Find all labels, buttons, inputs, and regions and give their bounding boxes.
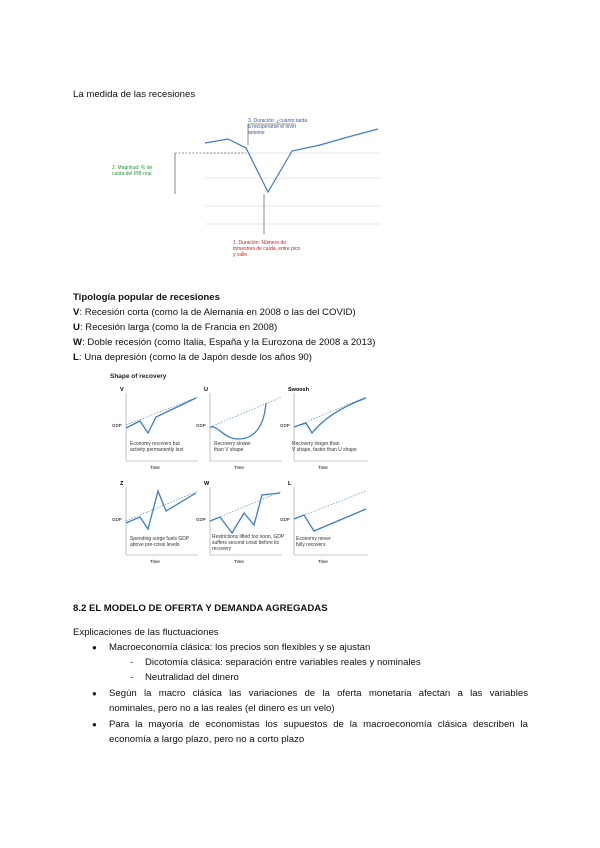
gdp-line [205,129,378,192]
section-subheading: Explicaciones de las fluctuaciones [73,627,219,638]
panel-caption: Recovery slower than V shape [214,441,251,453]
panel-z [112,477,200,569]
panel-u [196,383,284,475]
svg-text:GDP: GDP [196,517,206,522]
typology-item: U: Recesión larga (como la de Francia en 2008) [73,322,278,333]
panel-v [112,383,200,475]
annotation-magnitude: 2. Magnitud: % de caída del PIB real [112,165,153,177]
typology-item: W: Doble recesión (como Italia, España y la Eurozona de 2008 a 2013) [73,337,376,348]
panel-swoosh [280,383,370,475]
bullet-text: economía a largo plazo, pero no a corto plazo [109,734,305,745]
panel-caption: Restrictions lifted too soon, GDP suffers second crisis before its recovery [212,534,285,552]
panel-w [196,477,284,569]
panel-name: L [288,481,292,487]
panel-name: W [204,481,210,487]
svg-text:Time: Time [318,465,328,470]
svg-text:GDP: GDP [196,423,206,428]
section-heading: 8.2 EL MODELO DE OFERTA Y DEMANDA AGREGADAS [73,603,328,614]
dash-icon: - [130,672,134,683]
panel-name: U [204,387,208,393]
svg-text:GDP: GDP [280,517,290,522]
annotation-recovery: 3. Duración: ¿cuánto tarda a recuperarse el nivel anterior [248,118,308,136]
bullet-icon: ● [92,643,97,652]
panel-l [280,477,370,569]
gridlines [205,153,380,224]
svg-text:Time: Time [234,465,244,470]
panel-caption: Spending surge fuels GDP above pre-crisis levels [130,536,190,548]
panel-name: Z [120,481,124,487]
bullet-text: Según la macro clásica las variaciones de la oferta monetaria afectan a las variables [109,688,528,699]
panel-name: Swoosh [288,387,310,393]
bullet-text: Macroeconomía clásica: los precios son flexibles y se ajustan [109,642,371,653]
svg-text:Time: Time [318,559,328,564]
dash-icon: - [130,657,134,668]
svg-text:GDP: GDP [280,423,290,428]
svg-text:GDP: GDP [112,517,122,522]
sub-bullet-text: Dicotomía clásica: separación entre variables reales y nominales [145,657,421,668]
panel-caption: Economy never fully recovers [296,536,331,548]
bullet-icon: ● [92,720,97,729]
shapes-title: Shape of recovery [110,373,167,380]
bullet-text: nominales, pero no a las reales (el dinero es un velo) [109,703,335,714]
typology-heading: Tipología popular de recesiones [73,292,220,303]
panel-caption: Recovery longer than V shape, faster than U shape [292,441,357,453]
typology-item: L: Una depresión (como la de Japón desde los años 90) [73,352,312,363]
typology-item: V: Recesión corta (como la de Alemania en 2008 o las del COVID) [73,307,356,318]
bullet-text: Para la mayoría de economistas los supuestos de la macroeconomía clásica describen la [109,719,528,730]
sub-bullet-text: Neutralidad del dinero [145,672,239,683]
svg-text:Time: Time [150,559,160,564]
panel-caption: Economy recovers but activity permanently lost [130,441,184,453]
svg-text:GDP: GDP [112,423,122,428]
panel-name: V [120,387,124,393]
bullet-icon: ● [92,689,97,698]
svg-text:Time: Time [150,465,160,470]
page-title: La medida de las recesiones [73,89,196,100]
svg-text:Time: Time [234,559,244,564]
annotation-duration: 1. Duración: Número de trimestres de caída, entre pico y valle [233,240,301,258]
